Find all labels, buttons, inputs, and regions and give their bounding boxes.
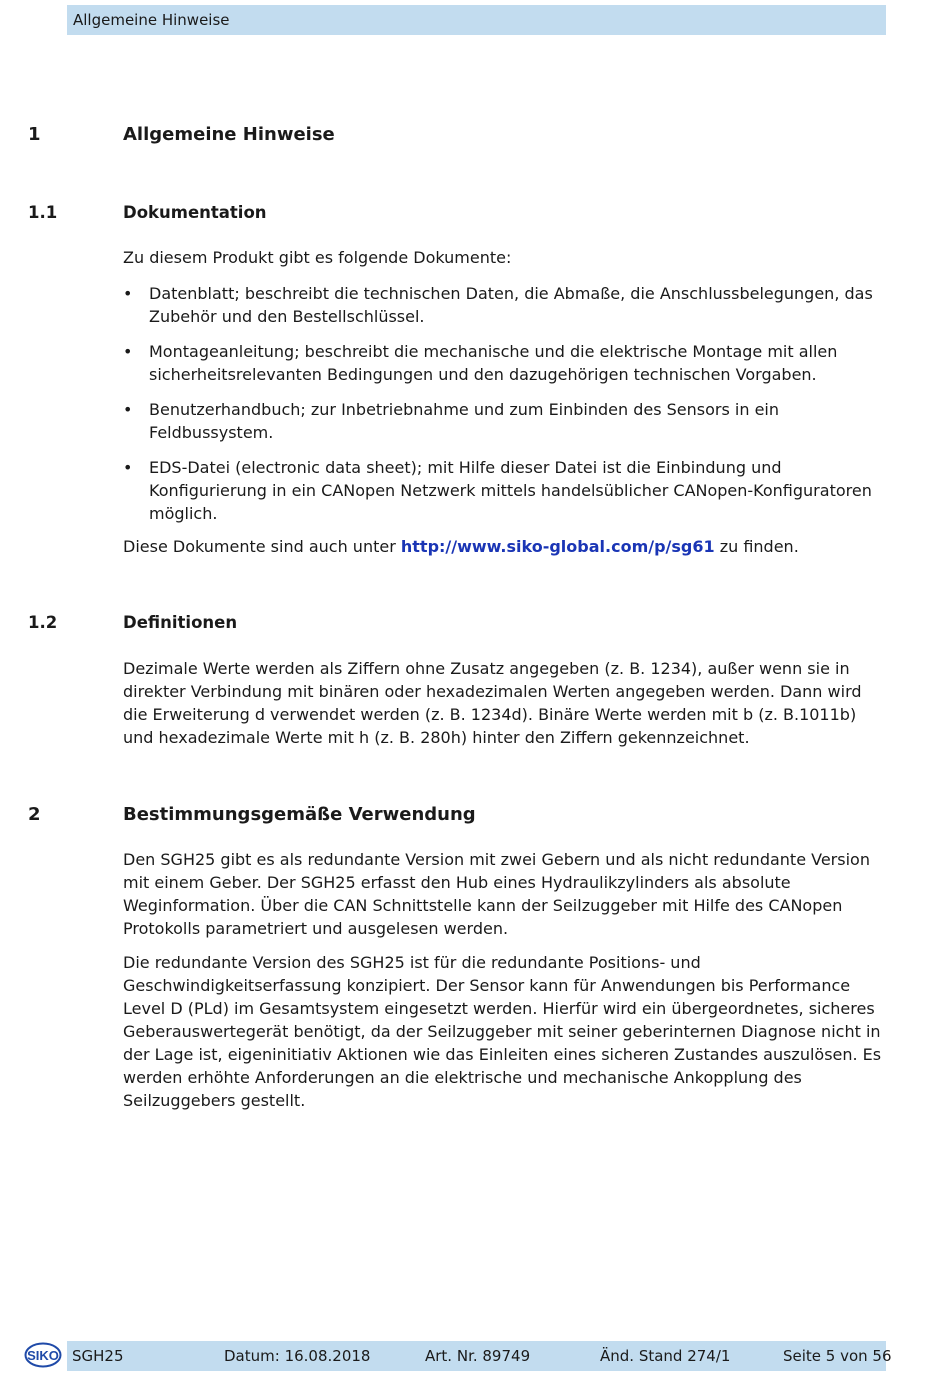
section-number: 2 (28, 804, 41, 825)
bullet-icon: • (123, 284, 133, 303)
section-number: 1.1 (28, 203, 58, 222)
footer-product: SGH25 (72, 1347, 124, 1365)
section-title: Allgemeine Hinweise (123, 124, 335, 145)
definitions-text: Dezimale Werte werden als Ziffern ohne Zusatz angegeben (z. B. 1234), außer wenn sie in direkter Verbindung mit binären oder hexadezimalen Werten angegeben werden. Dann wird die Erweiterung d verwendet werden (z. B. 1234d). Binäre Werte werden mit b (z. B.1011b) und hexadezimale Werte mit h (z. B. 280h) hinter den Ziffern gekennzeichnet. (123, 659, 862, 747)
section-number: 1 (28, 124, 41, 145)
list-item-text: Benutzerhandbuch; zur Inbetriebnahme und zum Einbinden des Sensors in ein Feldbussystem. (149, 400, 780, 442)
section-number: 1.2 (28, 613, 58, 632)
documents-list (123, 282, 883, 537)
footer-date: Datum: 16.08.2018 (224, 1347, 371, 1365)
usage-paragraph-1: Den SGH25 gibt es als redundante Version mit zwei Gebern und als nicht redundante Version mit einem Geber. Der SGH25 erfasst den Hub eines Hydraulikzylinders als absolute Weginformation. Über die CAN Schnittstelle kann der Seilzuggeber mit Hilfe des CANopen Protokolls parametriert und ausgelesen werden. (123, 850, 870, 938)
usage-paragraph-2: Die redundante Version des SGH25 ist für die redundante Positions- und Geschwindigkeitserfassung konzipiert. Der Sensor kann für Anwendungen bis Performance Level D (PLd) im Gesamtsystem eingesetzt werden. Hierfür wird ein übergeordnetes, sicheres Geberauswertegerät benötigt, da der Seilzuggeber mit seiner geberinternen Diagnose nicht in der Lage ist, eigeninitiativ Aktionen wie das Einleiten eines sicheren Zustandes auszulösen. Es werden erhöhte Anforderungen an die elektrische und mechanische Ankopplung des Seilzuggebers gestellt. (123, 953, 882, 1110)
documents-link[interactable]: http://www.siko-global.com/p/sg61 (400, 537, 715, 556)
list-item-text: Datenblatt; beschreibt die technischen Daten, die Abmaße, die Anschlussbelegungen, das Zubehör und den Bestellschlüssel. (149, 284, 873, 326)
section-title: Dokumentation (123, 203, 267, 222)
section-title: Definitionen (123, 613, 238, 632)
logo-text: SIKO (27, 1348, 59, 1363)
documentation-intro: Zu diesem Produkt gibt es folgende Dokumente: (123, 248, 512, 267)
footer-page: Seite 5 von 56 (783, 1347, 892, 1365)
footer-revision: Änd. Stand 274/1 (600, 1347, 731, 1365)
section-title: Bestimmungsgemäße Verwendung (123, 804, 476, 825)
list-item (123, 282, 883, 328)
bullet-icon: • (123, 400, 133, 419)
header-title: Allgemeine Hinweise (73, 11, 230, 29)
outro-text-after: zu finden. (714, 537, 799, 556)
page-header (67, 5, 886, 35)
list-item-text: Montageanleitung; beschreibt die mechanische und die elektrische Montage mit allen sicherheitsrelevanten Bedingungen und den dazugehörigen technischen Vorgaben. (149, 342, 838, 384)
siko-logo (24, 1342, 62, 1368)
list-item (123, 456, 883, 525)
outro-text-before: Diese Dokumente sind auch unter (123, 537, 401, 556)
list-item (123, 340, 883, 386)
list-item (123, 398, 883, 444)
list-item-text: EDS-Datei (electronic data sheet); mit Hilfe dieser Datei ist die Einbindung und Konfigurierung in ein CANopen Netzwerk mittels handelsüblicher CANopen-Konfiguratoren möglich. (149, 458, 872, 523)
page-footer (67, 1341, 892, 1371)
bullet-icon: • (123, 342, 133, 361)
documentation-outro (123, 535, 883, 558)
footer-article: Art. Nr. 89749 (425, 1347, 531, 1365)
bullet-icon: • (123, 458, 133, 477)
